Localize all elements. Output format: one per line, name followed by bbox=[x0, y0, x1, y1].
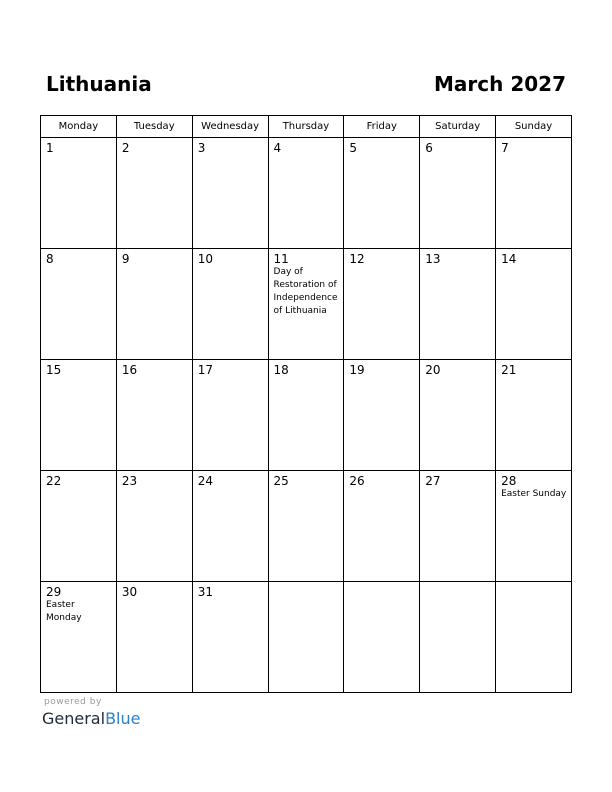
day-cell-empty bbox=[268, 582, 344, 693]
day-number: 23 bbox=[121, 474, 138, 488]
generalblue-logo[interactable] bbox=[42, 709, 140, 729]
week-row bbox=[41, 582, 572, 693]
day-cell bbox=[420, 249, 496, 360]
day-number: 1 bbox=[46, 141, 54, 155]
day-number bbox=[344, 582, 419, 585]
day-cell bbox=[496, 360, 572, 471]
day-cell bbox=[116, 360, 192, 471]
day-number: 21 bbox=[501, 363, 517, 377]
day-number: 26 bbox=[349, 474, 365, 488]
weekday-friday: Friday bbox=[344, 116, 420, 138]
day-number bbox=[269, 582, 344, 585]
weekday-thursday: Thursday bbox=[268, 116, 344, 138]
day-cell bbox=[192, 138, 268, 249]
footer-branding bbox=[42, 696, 140, 729]
day-number: 9 bbox=[121, 252, 130, 266]
day-cell-empty bbox=[496, 582, 572, 693]
day-cell bbox=[41, 360, 117, 471]
day-number: 7 bbox=[501, 141, 509, 155]
day-cell bbox=[116, 249, 192, 360]
day-number: 20 bbox=[425, 363, 441, 377]
day-number: 12 bbox=[349, 252, 365, 266]
calendar-grid bbox=[40, 115, 572, 693]
day-number bbox=[420, 582, 495, 585]
day-number: 3 bbox=[197, 141, 206, 155]
brand-name-general: General bbox=[42, 709, 106, 728]
day-cell bbox=[344, 138, 420, 249]
day-cell bbox=[420, 138, 496, 249]
day-number: 5 bbox=[349, 141, 358, 155]
day-number: 18 bbox=[273, 363, 289, 377]
day-number: 27 bbox=[425, 474, 441, 488]
day-cell bbox=[268, 360, 344, 471]
day-cell bbox=[344, 249, 420, 360]
holiday-label: Easter Sunday bbox=[501, 489, 567, 499]
day-cell bbox=[420, 360, 496, 471]
day-cell-empty bbox=[420, 582, 496, 693]
day-cell bbox=[344, 360, 420, 471]
weekday-header-row bbox=[41, 116, 572, 138]
day-cell bbox=[496, 471, 572, 582]
week-row bbox=[41, 138, 572, 249]
day-number: 16 bbox=[121, 363, 138, 377]
day-cell bbox=[268, 249, 344, 360]
day-number: 4 bbox=[273, 141, 282, 155]
day-number: 28 bbox=[501, 474, 517, 488]
day-number: 8 bbox=[46, 252, 54, 266]
brand-name-blue: Blue bbox=[105, 709, 141, 728]
day-number: 24 bbox=[197, 474, 213, 488]
month-year-title: March 2027 bbox=[434, 72, 566, 96]
day-cell bbox=[268, 471, 344, 582]
day-cell bbox=[192, 249, 268, 360]
day-number: 13 bbox=[425, 252, 441, 266]
day-cell bbox=[420, 471, 496, 582]
weekday-sunday: Sunday bbox=[496, 116, 572, 138]
day-number: 10 bbox=[197, 252, 213, 266]
day-cell bbox=[41, 249, 117, 360]
day-number: 25 bbox=[273, 474, 289, 488]
day-number: 6 bbox=[425, 141, 433, 155]
day-cell bbox=[344, 471, 420, 582]
day-cell bbox=[41, 582, 117, 693]
weekday-saturday: Saturday bbox=[420, 116, 496, 138]
day-cell bbox=[192, 471, 268, 582]
day-cell-empty bbox=[344, 582, 420, 693]
day-number: 22 bbox=[46, 474, 62, 488]
day-number: 15 bbox=[46, 363, 62, 377]
day-number: 19 bbox=[349, 363, 365, 377]
day-number: 17 bbox=[197, 363, 213, 377]
day-cell bbox=[496, 138, 572, 249]
day-number: 31 bbox=[197, 585, 213, 599]
day-cell bbox=[496, 249, 572, 360]
day-cell bbox=[41, 471, 117, 582]
weekday-wednesday: Wednesday bbox=[192, 116, 268, 138]
holiday-label: Easter Monday bbox=[46, 600, 82, 623]
day-cell bbox=[116, 138, 192, 249]
day-cell bbox=[41, 138, 117, 249]
day-cell bbox=[268, 138, 344, 249]
day-cell bbox=[192, 582, 268, 693]
day-cell bbox=[116, 471, 192, 582]
weekday-monday: Monday bbox=[41, 116, 117, 138]
day-cell bbox=[192, 360, 268, 471]
day-number bbox=[496, 582, 571, 585]
day-number: 2 bbox=[121, 141, 130, 155]
holiday-label: Day of Restoration of Independence of Lithuania bbox=[273, 267, 338, 316]
day-number: 14 bbox=[501, 252, 517, 266]
day-number: 29 bbox=[46, 585, 62, 599]
powered-by-text: powered by bbox=[44, 697, 102, 707]
day-number: 30 bbox=[121, 585, 138, 599]
weekday-tuesday: Tuesday bbox=[116, 116, 192, 138]
day-cell bbox=[116, 582, 192, 693]
country-title: Lithuania bbox=[46, 72, 152, 96]
day-number: 11 bbox=[273, 252, 289, 266]
week-row bbox=[41, 360, 572, 471]
week-row bbox=[41, 471, 572, 582]
week-row bbox=[41, 249, 572, 360]
